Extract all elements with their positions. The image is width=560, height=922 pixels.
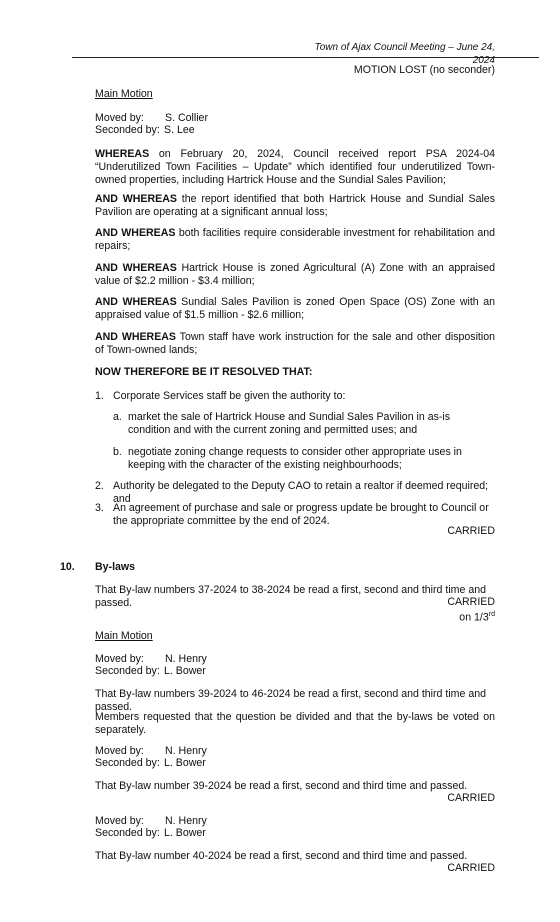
moved-by-label: Moved by:	[95, 112, 144, 124]
moved-by-label: Moved by:	[95, 745, 144, 757]
section-title: By-laws	[95, 561, 136, 573]
main-motion-heading: Main Motion	[95, 88, 153, 100]
page-header: Town of Ajax Council Meeting – June 24, 2024	[314, 42, 495, 66]
whereas-clause-6: AND WHEREAS Town staff have work instruction for the sale and other disposition of Town-owned lands;	[95, 331, 496, 356]
item-1-number: 1.	[95, 390, 104, 402]
seconder-name: L. Bower	[164, 757, 206, 769]
subitem-b-text: negotiate zoning change requests to consider other appropriate uses in keeping with the character of the existing neighbourhoods;	[128, 446, 462, 471]
carried-status-3: CARRIED	[447, 792, 495, 804]
carried-status-4: CARRIED	[447, 862, 495, 874]
item-2-text: Authority be delegated to the Deputy CAO to retain a realtor if deemed required; and	[113, 480, 489, 505]
carried-status-2: CARRIED	[447, 596, 495, 608]
subitem-b-letter: b.	[113, 446, 122, 458]
item-3-text: An agreement of purchase and sale or progress update be brought to Council or the appropriate committee by the end of 2024.	[113, 502, 489, 527]
item-1-text: Corporate Services staff be given the authority to:	[113, 390, 346, 402]
main-motion-heading-2: Main Motion	[95, 630, 153, 642]
header-rule	[72, 57, 539, 58]
section-number: 10.	[60, 561, 75, 573]
vote-fraction: on 1/3rd	[459, 611, 495, 624]
moved-by-label: Moved by:	[95, 653, 144, 665]
subitem-a-text: market the sale of Hartrick House and Sundial Sales Pavilion in as-is condition and with the current zoning and permitted uses; and	[128, 411, 451, 436]
seconded-by-label: Seconded by:	[95, 757, 160, 769]
seconder-name: S. Lee	[164, 124, 195, 136]
motion1-seconded	[95, 124, 195, 137]
whereas-clause-4: AND WHEREAS Hartrick House is zoned Agricultural (A) Zone with an appraised value of $2.2 million - $3.4 million;	[95, 262, 495, 287]
whereas-clause-5: AND WHEREAS Sundial Sales Pavilion is zoned Open Space (OS) Zone with an appraised value of $1.5 million - $2.6 million;	[95, 296, 495, 321]
motion2-seconded	[95, 665, 206, 678]
divided-question-note: Members requested that the question be divided and that the by-laws be voted on separately.	[95, 711, 495, 736]
whereas-clause-1: WHEREAS on February 20, 2024, Council received report PSA 2024-04 “Underutilized Town Facilities – Update” which identified four underutilized Town-owned properties, including Hartrick House and the Sundial Sales Pavilion;	[95, 148, 495, 186]
seconded-by-label: Seconded by:	[95, 124, 160, 136]
mover-name: S. Collier	[165, 112, 208, 124]
bylaw-motion-3: That By-law number 39-2024 be read a first, second and third time and passed.	[95, 780, 468, 792]
mover-name: N. Henry	[165, 653, 207, 665]
bylaw-motion-2: That By-law numbers 39-2024 to 46-2024 be read a first, second and third time and passed.	[95, 688, 487, 713]
carried-status-1: CARRIED	[447, 525, 495, 537]
item-2-number: 2.	[95, 480, 104, 492]
mover-name: N. Henry	[165, 815, 207, 827]
bylaw-motion-1: That By-law numbers 37-2024 to 38-2024 be read a first, second and third time and passed.	[95, 584, 487, 609]
motion-lost-status: MOTION LOST (no seconder)	[353, 64, 495, 76]
mover-name: N. Henry	[165, 745, 207, 757]
whereas-clause-3: AND WHEREAS both facilities require considerable investment for rehabilitation and repairs;	[95, 227, 495, 252]
whereas-clause-2: AND WHEREAS the report identified that both Hartrick House and Sundial Sales Pavilion are operating at a significant annual loss;	[95, 193, 495, 218]
seconder-name: L. Bower	[164, 665, 206, 677]
seconder-name: L. Bower	[164, 827, 206, 839]
motion3-seconded	[95, 757, 206, 770]
motion4-seconded	[95, 827, 206, 840]
seconded-by-label: Seconded by:	[95, 665, 160, 677]
moved-by-label: Moved by:	[95, 815, 144, 827]
bylaw-motion-4: That By-law number 40-2024 be read a first, second and third time and passed.	[95, 850, 468, 862]
seconded-by-label: Seconded by:	[95, 827, 160, 839]
resolved-heading: NOW THEREFORE BE IT RESOLVED THAT:	[95, 366, 313, 378]
subitem-a-letter: a.	[113, 411, 122, 423]
item-3-number: 3.	[95, 502, 104, 514]
